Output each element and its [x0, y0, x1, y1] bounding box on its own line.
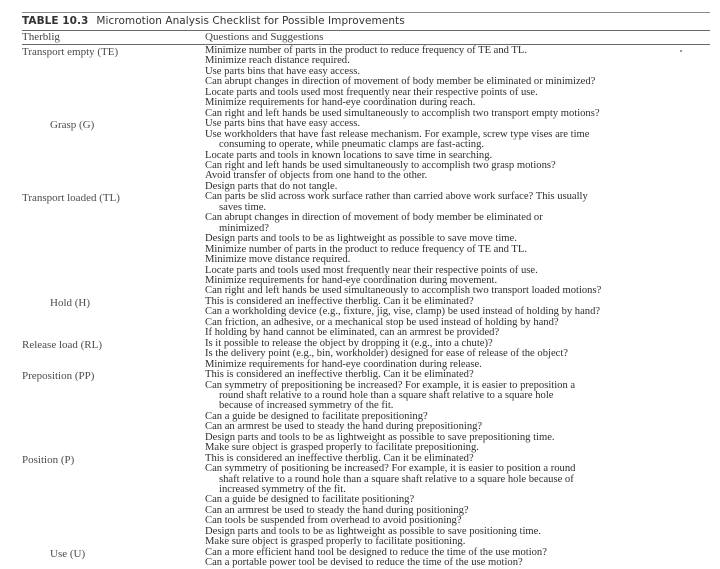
therblig-label: Release load (RL) — [22, 338, 103, 351]
table-body — [0, 46, 720, 569]
suggestion-continuation: round shaft relative to a round hole than a square shaft relative to a square hole — [219, 389, 554, 401]
table-row — [0, 46, 720, 119]
suggestion-list — [205, 370, 720, 454]
column-header-therblig: Therblig — [22, 31, 60, 43]
suggestion-text: Avoid transfer of objects from one hand to the other. — [205, 170, 428, 182]
suggestion-text: Can a more efficient hand tool be designed to reduce the time of the use motion? — [205, 546, 547, 558]
suggestion-list — [205, 548, 720, 569]
top-rule — [22, 12, 710, 13]
suggestion-text: Design parts and tools to be as lightweight as possible to save move time. — [205, 233, 517, 245]
suggestion-continuation: increased symmetry of the fit. — [219, 484, 346, 496]
table-title-text: Micromotion Analysis Checklist for Possible Improvements — [96, 15, 405, 27]
suggestion-continuation: minimized? — [219, 222, 270, 234]
suggestion-text: Minimize requirements for hand-eye coordination during release. — [205, 358, 482, 370]
suggestion-text: Use workholders that have fast release mechanism. For example, screw type vises are time — [205, 128, 590, 140]
suggestion-list — [205, 46, 720, 119]
suggestion-text: Minimize reach distance required. — [205, 55, 350, 67]
suggestion-text: Use parts bins that have easy access. — [205, 118, 361, 130]
table-title — [22, 15, 405, 27]
suggestion-text: Can an armrest be used to steady the hand during positioning? — [205, 504, 469, 516]
therblig-label: Transport loaded (TL) — [22, 192, 120, 205]
suggestion-item — [205, 558, 720, 568]
column-header-questions: Questions and Suggestions — [205, 31, 324, 43]
suggestion-list — [205, 454, 720, 548]
suggestion-list — [205, 297, 720, 339]
suggestion-text: Make sure object is grasped properly to facilitate positioning. — [205, 536, 466, 548]
suggestion-item — [205, 464, 720, 495]
suggestion-list — [205, 192, 720, 297]
title-rule — [22, 30, 710, 31]
suggestion-text: Minimize number of parts in the product to reduce frequency of TE and TL. — [205, 45, 528, 56]
suggestion-continuation: shaft relative to a round hole than a square shaft relative to a square hole because of — [219, 473, 574, 485]
suggestion-text: Can right and left hands be used simultaneously to accomplish two grasp motions? — [205, 159, 556, 171]
suggestion-text: Is the delivery point (e.g., bin, workholder) designed for ease of release of the object? — [205, 348, 568, 360]
table-row — [0, 370, 720, 454]
suggestion-text: Design parts and tools to be as lightweight as possible to save positioning time. — [205, 525, 542, 537]
suggestion-text: Locate parts and tools used most frequently near their respective points of use. — [205, 86, 538, 98]
table-row — [0, 454, 720, 548]
therblig-label: Grasp (G) — [50, 119, 95, 132]
suggestion-text: This is considered an ineffective therblig. Can it be eliminated? — [205, 369, 474, 381]
table-row — [0, 548, 720, 569]
suggestion-item — [205, 130, 720, 151]
suggestion-item — [205, 381, 720, 412]
suggestion-text: Can abrupt changes in direction of movement of body member be eliminated or minimized? — [205, 76, 596, 88]
suggestion-text: Minimize move distance required. — [205, 254, 351, 266]
therblig-label: Transport empty (TE) — [22, 46, 119, 58]
suggestion-text: Design parts that do not tangle. — [205, 180, 338, 192]
suggestion-text: Can a guide be designed to facilitate positioning? — [205, 494, 415, 506]
suggestion-text: Minimize number of parts in the product to reduce frequency of TE and TL. — [205, 243, 528, 255]
therblig-label: Hold (H) — [50, 296, 91, 309]
table-row — [0, 297, 720, 339]
table-number: TABLE 10.3 — [22, 15, 89, 27]
suggestion-text: Can parts be slid across work surface rather than carried above work surface? This usually — [205, 191, 588, 203]
table-row — [0, 119, 720, 192]
suggestion-text: Can abrupt changes in direction of movement of body member be eliminated or — [205, 212, 543, 224]
suggestion-text: This is considered an ineffective therblig. Can it be eliminated? — [205, 452, 474, 464]
suggestion-text: If holding by hand cannot be eliminated, can an armrest be provided? — [205, 327, 500, 339]
suggestion-text: Can an armrest be used to steady the hand during prepositioning? — [205, 421, 483, 433]
suggestion-text: Minimize requirements for hand-eye coordination during reach. — [205, 97, 476, 109]
suggestion-text: This is considered an ineffective therblig. Can it be eliminated? — [205, 295, 474, 307]
suggestion-text: Is it possible to release the object by dropping it (e.g., into a chute)? — [205, 337, 493, 349]
suggestion-continuation: saves time. — [219, 201, 267, 213]
suggestion-list — [205, 339, 720, 370]
suggestion-text: Can friction, an adhesive, or a mechanical stop be used instead of holding by hand? — [205, 316, 559, 328]
suggestion-text: Locate parts and tools in known locations to save time in searching. — [205, 149, 493, 161]
therblig-label: Preposition (PP) — [22, 370, 95, 383]
suggestion-continuation: consuming to operate, while pneumatic clamps are fast-acting. — [219, 139, 485, 151]
suggestion-text: Can right and left hands be used simultaneously to accomplish two transport empty motions? — [205, 107, 600, 119]
therblig-label: Position (P) — [22, 453, 75, 466]
suggestion-text: Locate parts and tools used most frequently near their respective points of use. — [205, 264, 538, 276]
suggestion-text: Design parts and tools to be as lightweight as possible to save prepositioning time. — [205, 431, 555, 443]
suggestion-list — [205, 119, 720, 192]
suggestion-text: Can symmetry of prepositioning be increased? For example, it is easier to preposition a — [205, 379, 576, 391]
suggestion-text: Can right and left hands be used simultaneously to accomplish two transport loaded motions? — [205, 285, 602, 297]
suggestion-text: Can symmetry of positioning be increased? For example, it is easier to position a round — [205, 463, 576, 475]
table-row — [0, 339, 720, 370]
suggestion-item — [205, 192, 720, 213]
suggestion-text: Can tools be suspended from overhead to avoid positioning? — [205, 515, 462, 527]
suggestion-text: Can a guide be designed to facilitate prepositioning? — [205, 410, 428, 422]
suggestion-continuation: because of increased symmetry of the fit. — [219, 400, 394, 412]
suggestion-text: Can a portable power tool be devised to reduce the time of the use motion? — [205, 557, 523, 569]
suggestion-text: Minimize requirements for hand-eye coordination during movement. — [205, 274, 498, 286]
suggestion-text: Can a workholding device (e.g., fixture, jig, vise, clamp) be used instead of holding by hand? — [205, 306, 601, 318]
suggestion-item — [205, 213, 720, 234]
suggestion-text: Make sure object is grasped properly to facilitate prepositioning. — [205, 442, 479, 454]
suggestion-text: Use parts bins that have easy access. — [205, 65, 361, 77]
table-row — [0, 192, 720, 297]
therblig-label: Use (U) — [50, 547, 86, 560]
